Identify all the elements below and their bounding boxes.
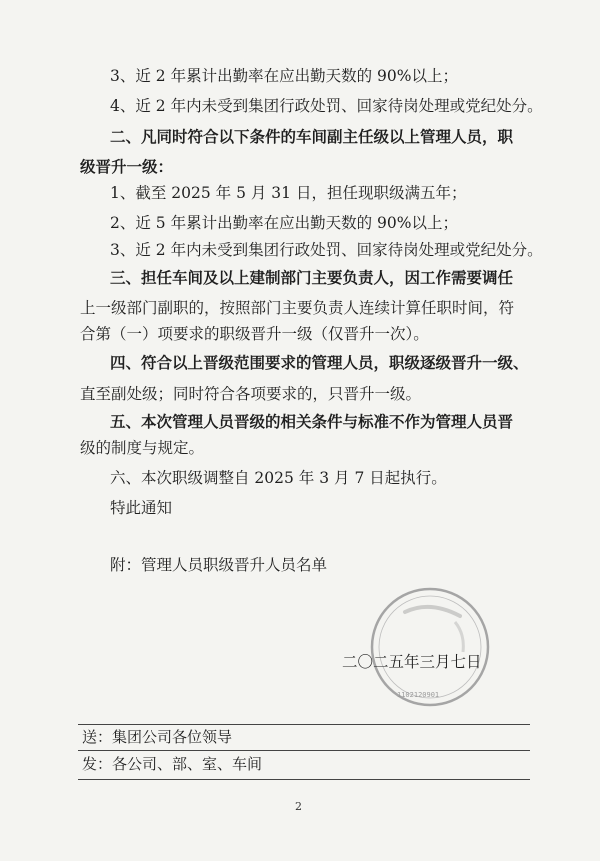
divider-middle xyxy=(78,750,530,751)
section-3-line-1: 三、担任车间及以上建制部门主要负责人，因工作需要调任 xyxy=(110,268,514,287)
section-5-line-1: 五、本次管理人员晋级的相关条件与标准不作为管理人员晋 xyxy=(110,412,514,431)
section-5-line-2: 级的制度与规定。 xyxy=(80,439,205,457)
section-2-heading: 二、凡同时符合以下条件的车间副主任级以上管理人员，职 xyxy=(110,127,514,146)
clause-2-3: 3、近 2 年内未受到集团行政处罚、回家待岗处理或党纪处分。 xyxy=(110,241,543,259)
page-number: 2 xyxy=(295,800,302,813)
section-6: 六、本次职级调整自 2025 年 3 月 7 日起执行。 xyxy=(110,469,447,487)
issue-date: 二〇二五年三月七日 xyxy=(342,653,482,671)
attachment-note: 附：管理人员职级晋升人员名单 xyxy=(110,556,328,574)
clause-2-2: 2、近 5 年累计出勤率在应出勤天数的 90%以上； xyxy=(110,214,458,232)
recipients-leaders: 送：集团公司各位领导 xyxy=(82,728,233,746)
clause-1-4: 4、近 2 年内未受到集团行政处罚、回家待岗处理或党纪处分。 xyxy=(110,97,543,115)
divider-top xyxy=(78,724,530,725)
official-seal-icon xyxy=(365,582,495,712)
section-3-line-2: 上一级部门副职的，按照部门主要负责人连续计算任职时间，符 xyxy=(80,299,515,317)
clause-2-1: 1、截至 2025 年 5 月 31 日，担任现职级满五年； xyxy=(110,184,467,202)
divider-bottom xyxy=(78,779,530,780)
closing-notice: 特此通知 xyxy=(110,499,173,517)
section-3-line-3: 合第（一）项要求的职级晋升一级（仅晋升一次）。 xyxy=(80,325,429,343)
seal-code: 1102120901 xyxy=(397,691,440,699)
section-4-line-2: 直至副处级；同时符合各项要求的，只晋升一级。 xyxy=(80,385,422,403)
section-4-line-1: 四、符合以上晋级范围要求的管理人员，职级逐级晋升一级、 xyxy=(110,353,529,372)
recipients-departments: 发：各公司、部、室、车间 xyxy=(82,755,263,773)
section-2-heading-cont: 级晋升一级： xyxy=(80,157,174,176)
clause-1-3: 3、近 2 年累计出勤率在应出勤天数的 90%以上； xyxy=(110,67,458,85)
